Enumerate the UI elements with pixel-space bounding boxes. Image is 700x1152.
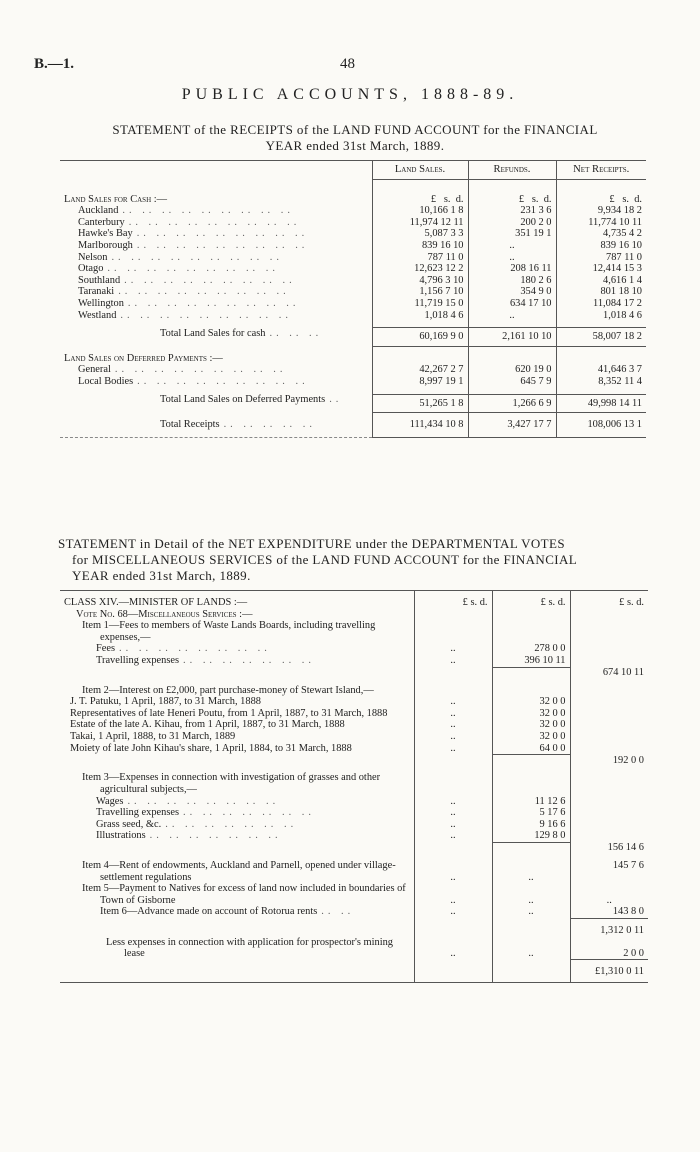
table-row: [60, 217, 646, 229]
table-cell: 32 0 0: [492, 731, 570, 743]
table-cell: 787 11 0: [372, 252, 468, 264]
table-cell: [570, 696, 648, 708]
table-cell: ..: [414, 883, 492, 906]
units-net: £ s. d.: [556, 194, 646, 206]
units-sales: £ s. d.: [372, 194, 468, 206]
table-cell: 354 9 0: [468, 286, 556, 298]
table-cell: 839 16 10: [372, 240, 468, 252]
table-cell: 2,161 10 10: [468, 328, 556, 347]
table-row: [60, 731, 648, 743]
table-cell: Item 6—Advance made on account of Rotorua rents .. ..: [100, 906, 355, 918]
table-cell: 108,006 13 1: [556, 419, 646, 437]
table-cell: General .. .. .. .. .. .. .. .. ..: [78, 364, 287, 376]
table-cell: Travelling expenses .. .. .. .. .. .. ..: [96, 654, 315, 666]
less-label: Less expenses in connection with application for prospector's mining lease: [106, 936, 393, 960]
table-cell: 5,087 3 3: [372, 228, 468, 240]
page-title: PUBLIC ACCOUNTS, 1888-89.: [181, 86, 519, 103]
table-cell: ..: [414, 655, 492, 667]
table-cell: Illustrations .. .. .. .. .. .. ..: [96, 830, 282, 842]
less-amount: 2 0 0: [570, 937, 648, 960]
table-cell: [492, 609, 570, 621]
statement1-heading-line2: YEAR ended 31st March, 1889.: [265, 138, 445, 153]
receipts-table: [60, 160, 646, 438]
table-cell: 9 16 6: [492, 819, 570, 831]
table-cell: Total Receipts .. .. .. .. ..: [160, 419, 316, 431]
table-row: [60, 240, 646, 252]
table-row: [60, 655, 648, 667]
table-cell: ..: [492, 883, 570, 906]
table-cell: [60, 966, 414, 982]
statement1-heading-line1: STATEMENT of the RECEIPTS of the LAND FUND ACCOUNT for the FINANCIAL: [112, 122, 598, 137]
table-cell: [556, 179, 646, 194]
table-cell: 32 0 0: [492, 696, 570, 708]
table-cell: Representatives of late Heneri Poutu, from 1 April, 1887, to 31 March, 1888: [70, 707, 388, 719]
table-row: [60, 925, 648, 937]
expenditure-table: [60, 590, 648, 983]
col-land-sales: Land Sales.: [372, 161, 468, 180]
table-cell: [570, 708, 648, 720]
table-cell: [414, 772, 492, 795]
table-cell: Marlborough .. .. .. .. .. .. .. .. ..: [78, 239, 309, 251]
table-cell: [570, 731, 648, 743]
item1-total: 674 10 11: [570, 667, 648, 679]
table-cell: Westland .. .. .. .. .. .. .. .. ..: [78, 309, 292, 321]
table-cell: [570, 807, 648, 819]
table-cell: J. T. Patuku, 1 April, 1887, to 31 March, 1888: [70, 696, 261, 708]
table-cell: 4,735 4 2: [556, 228, 646, 240]
table-cell: [492, 620, 570, 643]
table-cell: 11,084 17 2: [556, 298, 646, 310]
table-row: [60, 376, 646, 388]
table-cell: Wellington .. .. .. .. .. .. .. .. ..: [78, 297, 300, 309]
table-row: [60, 685, 648, 697]
table-row: [60, 860, 648, 883]
table-cell: 12,623 12 2: [372, 263, 468, 275]
table-row: [60, 772, 648, 795]
class-heading: CLASS XIV.—MINISTER OF LANDS :—: [64, 597, 248, 608]
net-total: £1,310 0 11: [570, 966, 648, 982]
table-cell: 4,796 3 10: [372, 275, 468, 287]
table-row: [60, 906, 648, 918]
table-cell: ..: [414, 830, 492, 842]
table-cell: 634 17 10: [468, 298, 556, 310]
table-cell: [372, 353, 468, 365]
table-cell: ..: [492, 937, 570, 960]
table-cell: 231 3 6: [468, 205, 556, 217]
units-col2: £ s. d.: [492, 597, 570, 609]
table-row: [60, 252, 646, 264]
statement1-heading: [58, 122, 652, 154]
header-spacer: [60, 161, 372, 180]
table-row: [60, 161, 646, 180]
table-cell: 11,719 15 0: [372, 298, 468, 310]
table-cell: 5 17 6: [492, 807, 570, 819]
table-cell: ..: [414, 719, 492, 731]
table-cell: [60, 925, 414, 937]
table-cell: ..: [414, 819, 492, 831]
item6-total: 143 8 0: [570, 906, 648, 918]
table-cell: [414, 667, 492, 679]
table-cell: [570, 643, 648, 655]
table-cell: ..: [468, 240, 556, 252]
table-cell: ..: [414, 743, 492, 755]
table-cell: 3,427 17 7: [468, 419, 556, 437]
table-cell: Southland .. .. .. .. .. .. .. .. ..: [78, 274, 296, 286]
table-row: [60, 796, 648, 808]
units-col1: £ s. d.: [414, 597, 492, 609]
table-cell: 12,414 15 3: [556, 263, 646, 275]
table-row: [60, 310, 646, 322]
table-cell: 60,169 9 0: [372, 328, 468, 347]
table-row: [60, 755, 648, 767]
table-cell: Auckland .. .. .. .. .. .. .. .. ..: [78, 205, 294, 217]
table-cell: Nelson .. .. .. .. .. .. .. .. ..: [78, 251, 283, 263]
table-cell: 200 2 0: [468, 217, 556, 229]
statement2-heading: [58, 536, 652, 584]
table-cell: 42,267 2 7: [372, 364, 468, 376]
table-cell: [570, 819, 648, 831]
table-cell: 11,774 10 11: [556, 217, 646, 229]
table-cell: 111,434 10 8: [372, 419, 468, 437]
statement2-heading-line1: STATEMENT in Detail of the NET EXPENDITURE under the DEPARTMENTAL VOTES: [58, 536, 565, 551]
table-cell: ..: [414, 906, 492, 918]
table-cell: ..: [414, 860, 492, 883]
table-cell: 32 0 0: [492, 708, 570, 720]
table-cell: ..: [414, 937, 492, 960]
table-cell: 11,974 12 11: [372, 217, 468, 229]
table-cell: [60, 842, 414, 854]
table-cell: Canterbury .. .. .. .. .. .. .. .. ..: [78, 216, 301, 228]
table-row: [60, 696, 648, 708]
item4-label: Item 4—Rent of endowments, Auckland and Parnell, opened under village-settlement regulations: [82, 859, 396, 883]
table-cell: 1,266 6 9: [468, 394, 556, 413]
table-row: [60, 643, 648, 655]
table-cell: Travelling expenses .. .. .. .. .. .. ..: [96, 807, 315, 819]
table-cell: 1,018 4 6: [372, 310, 468, 322]
item3-label: Item 3—Expenses in connection with investigation of grasses and other agricultural subjects,—: [82, 772, 381, 795]
table-cell: [60, 179, 372, 194]
table-cell: [492, 667, 570, 679]
table-cell: Grass seed, &c. .. .. .. .. .. .. ..: [96, 818, 298, 830]
item2-label: Item 2—Interest on £2,000, part purchase-money of Stewart Island,—: [82, 684, 374, 696]
table-cell: ..: [414, 807, 492, 819]
table-cell: 51,265 1 8: [372, 394, 468, 413]
document-reference: B.—1.: [34, 56, 75, 72]
table-cell: [492, 685, 570, 697]
table-cell: [570, 685, 648, 697]
table-cell: [414, 966, 492, 982]
table-cell: 208 16 11: [468, 263, 556, 275]
table-cell: Takai, 1 April, 1888, to 31 March, 1889: [70, 731, 236, 743]
table-row: [60, 364, 646, 376]
units-col3: £ s. d.: [570, 597, 648, 609]
table-cell: [414, 609, 492, 621]
table-cell: ..: [570, 883, 648, 906]
page-number: 48: [340, 56, 355, 72]
table-cell: ..: [468, 252, 556, 264]
table-cell: [492, 772, 570, 795]
table-row: [60, 830, 648, 842]
table-cell: 11 12 6: [492, 796, 570, 808]
table-cell: [556, 353, 646, 365]
table-cell: [570, 830, 648, 842]
table-cell: [570, 719, 648, 731]
item3-total: 156 14 6: [570, 842, 648, 854]
table-cell: ..: [492, 860, 570, 883]
table-cell: 645 7 9: [468, 376, 556, 388]
table-row: [60, 966, 648, 982]
table-cell: Fees .. .. .. .. .. .. .. ..: [96, 643, 271, 655]
table-cell: [492, 755, 570, 767]
table-cell: [414, 842, 492, 854]
table-row: [60, 719, 648, 731]
col-refunds: Refunds.: [468, 161, 556, 180]
table-cell: 787 11 0: [556, 252, 646, 264]
table-cell: [414, 925, 492, 937]
table-cell: 180 2 6: [468, 275, 556, 287]
table-cell: 1,156 7 10: [372, 286, 468, 298]
cash-heading: Land Sales for Cash :—: [64, 193, 168, 205]
table-row: [60, 205, 646, 217]
table-cell: ..: [414, 643, 492, 655]
table-cell: [468, 353, 556, 365]
table-row: [60, 228, 646, 240]
table-row: [60, 609, 648, 621]
table-cell: ..: [414, 696, 492, 708]
table-cell: [60, 667, 414, 679]
item5-label: Item 5—Payment to Natives for excess of land now included in boundaries of Town of Gisborne: [82, 883, 406, 906]
table-cell: [468, 179, 556, 194]
table-cell: 278 0 0: [492, 643, 570, 655]
col-net-receipts: Net Receipts.: [556, 161, 646, 180]
cash-total-row: [60, 328, 646, 347]
table-cell: 1,018 4 6: [556, 310, 646, 322]
table-cell: ..: [468, 310, 556, 322]
table-cell: [570, 772, 648, 795]
table-cell: 32 0 0: [492, 719, 570, 731]
table-cell: 351 19 1: [468, 228, 556, 240]
table-cell: ..: [492, 906, 570, 918]
units-refunds: £ s. d.: [468, 194, 556, 206]
table-cell: 801 18 10: [556, 286, 646, 298]
table-cell: [570, 620, 648, 643]
table-cell: Local Bodies .. .. .. .. .. .. .. .. ..: [78, 375, 309, 387]
table-cell: Hawke's Bay .. .. .. .. .. .. .. .. ..: [78, 228, 309, 240]
table-cell: Total Land Sales for cash .. .. ..: [160, 327, 323, 339]
table-cell: ..: [414, 708, 492, 720]
table-row: [60, 275, 646, 287]
table-cell: Otago .. .. .. .. .. .. .. .. ..: [78, 263, 279, 275]
table-cell: [570, 609, 648, 621]
grand-total-row: [60, 419, 646, 437]
table-row: [60, 937, 648, 960]
table-cell: 4,616 1 4: [556, 275, 646, 287]
table-cell: 839 16 10: [556, 240, 646, 252]
table-cell: [492, 842, 570, 854]
table-row: [60, 708, 648, 720]
statement2-heading-line3: YEAR ended 31st March, 1889.: [72, 568, 251, 583]
table-cell: [492, 966, 570, 982]
item4-total: 145 7 6: [570, 860, 648, 883]
table-cell: 396 10 11: [492, 655, 570, 667]
table-cell: 41,646 3 7: [556, 364, 646, 376]
table-cell: Total Land Sales on Deferred Payments ..: [160, 394, 343, 405]
table-row: [60, 842, 648, 854]
table-cell: ..: [414, 796, 492, 808]
table-cell: [492, 925, 570, 937]
table-row: [60, 353, 646, 365]
table-row: [60, 883, 648, 906]
table-cell: [570, 743, 648, 755]
table-row: [60, 286, 646, 298]
table-row: [60, 667, 648, 679]
table-cell: Estate of the late A. Kihau, from 1 April, 1887, to 31 March, 1888: [70, 719, 345, 731]
table-cell: [570, 796, 648, 808]
table-cell: Taranaki .. .. .. .. .. .. .. .. ..: [78, 286, 290, 298]
table-cell: 8,352 11 4: [556, 376, 646, 388]
table-cell: 620 19 0: [468, 364, 556, 376]
table-cell: 129 8 0: [492, 830, 570, 842]
table-row: [60, 263, 646, 275]
table-cell: [570, 655, 648, 667]
table-row: [60, 819, 648, 831]
table-cell: ..: [414, 731, 492, 743]
table-row: [60, 743, 648, 755]
table-cell: [372, 179, 468, 194]
deferred-total-row: [60, 394, 646, 413]
table-cell: [414, 755, 492, 767]
table-row: [60, 298, 646, 310]
table-cell: 9,934 18 2: [556, 205, 646, 217]
table-row: [60, 807, 648, 819]
table-cell: 49,998 14 11: [556, 394, 646, 413]
table-cell: [414, 685, 492, 697]
table-cell: Wages .. .. .. .. .. .. .. ..: [96, 795, 280, 807]
item6-label: Item 6—Advance made on account of Rotorua rents: [100, 906, 318, 918]
table-row: [60, 179, 646, 194]
table-cell: [60, 755, 414, 767]
table-row: [60, 597, 648, 609]
table-cell: 8,997 19 1: [372, 376, 468, 388]
table-cell: 58,007 18 2: [556, 328, 646, 347]
table-cell: [414, 620, 492, 643]
statement2-heading-line2: for MISCELLANEOUS SERVICES of the LAND FUND ACCOUNT for the FINANCIAL: [72, 552, 578, 567]
item2-total: 192 0 0: [570, 755, 648, 767]
table-row: [60, 620, 648, 643]
item1-label: Item 1—Fees to members of Waste Lands Boards, including travelling expenses,—: [82, 620, 376, 643]
vote-heading: Vote No. 68—Miscellaneous Services :—: [76, 608, 253, 620]
table-cell: 10,166 1 8: [372, 205, 468, 217]
subtotal: 1,312 0 11: [570, 925, 648, 937]
deferred-heading: Land Sales on Deferred Payments :—: [64, 352, 223, 364]
table-row: [60, 194, 646, 206]
table-cell: Moiety of late John Kihau's share, 1 April, 1884, to 31 March, 1888: [70, 742, 352, 754]
table-cell: 64 0 0: [492, 743, 570, 755]
